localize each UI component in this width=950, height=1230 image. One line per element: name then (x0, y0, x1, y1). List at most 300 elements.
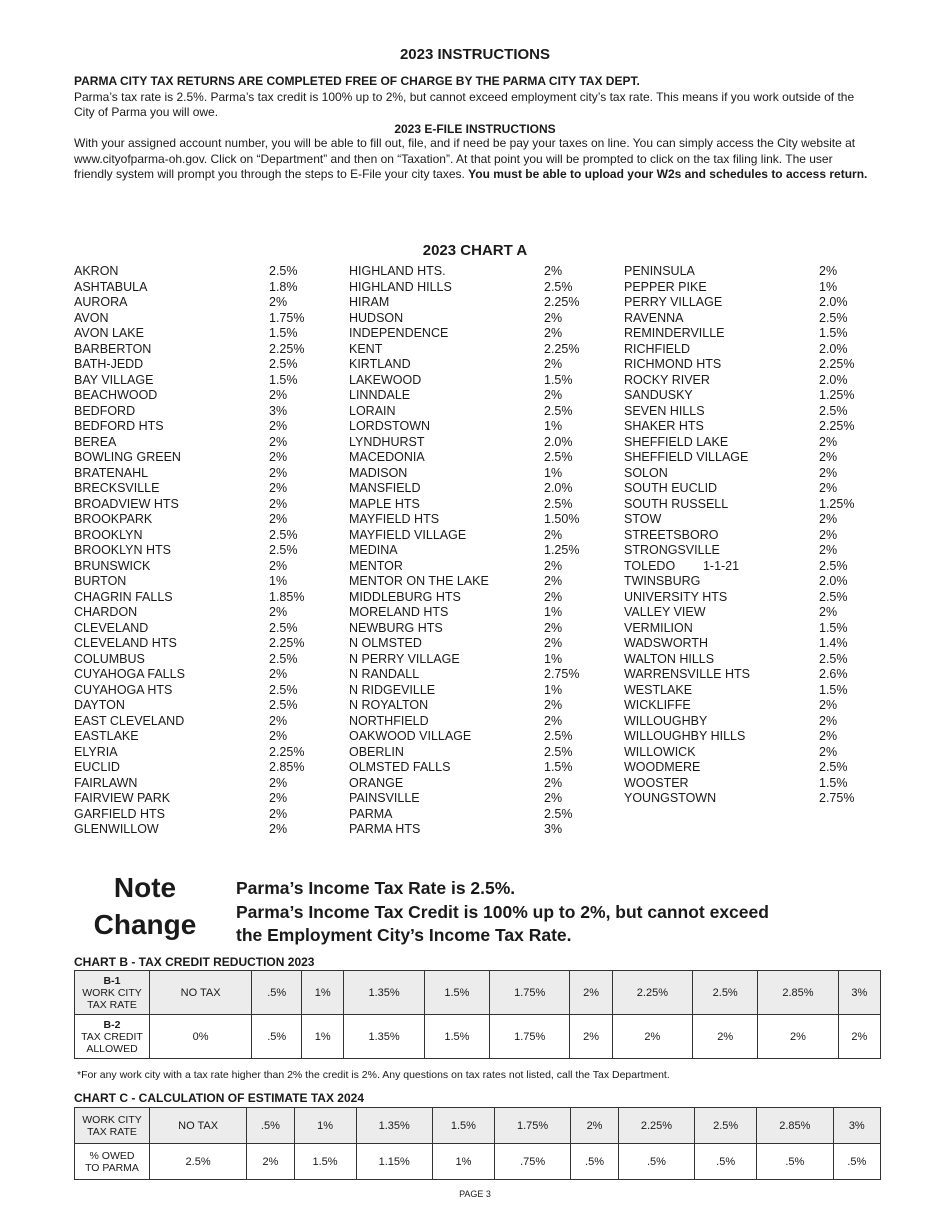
city-name: ROCKY RIVER (624, 372, 710, 387)
b1-label-a: WORK CITY (82, 986, 142, 999)
city-tax-rate: 2% (819, 543, 838, 557)
city-tax-rate: 2.0% (819, 341, 848, 356)
chart-c-row-1-header (75, 1108, 150, 1144)
intro-bold-line: PARMA CITY TAX RETURNS ARE COMPLETED FREE OF CHARGE BY THE PARMA CITY TAX DEPT. (74, 74, 640, 88)
rate-cell: NO TAX (150, 1108, 247, 1144)
city-tax-rate: 1.75% (269, 310, 305, 325)
city-name: LORAIN (349, 403, 396, 418)
city-name: PARMA HTS (349, 822, 421, 836)
city-name: FAIRLAWN (74, 775, 138, 790)
city-name: CHAGRIN FALLS (74, 589, 173, 604)
b1-label-b: TAX RATE (87, 998, 137, 1011)
city-tax-rate: 1.85% (269, 589, 305, 604)
city-name: CLEVELAND (74, 620, 149, 635)
city-name: BRATENAHL (74, 465, 149, 480)
rate-cell: 1.35% (356, 1108, 432, 1144)
city-name: SANDUSKY (624, 388, 693, 402)
city-name: LAKEWOOD (349, 372, 422, 387)
chart-b-row-2 (75, 1015, 881, 1059)
city-tax-rate: 2.85% (269, 760, 305, 774)
rate-cell: .5% (695, 1144, 757, 1180)
city-tax-rate: 2.25% (819, 419, 855, 433)
city-name: MENTOR ON THE LAKE (349, 574, 489, 588)
city-tax-rate: 1% (544, 605, 563, 619)
city-name: EAST CLEVELAND (74, 713, 185, 728)
city-name: BURTON (74, 574, 127, 588)
city-tax-rate: 2.5% (269, 698, 298, 712)
city-name: WALTON HILLS (624, 651, 715, 666)
note-text (236, 877, 836, 948)
city-tax-rate: 2.0% (544, 434, 573, 449)
chart-c-row-2 (75, 1144, 881, 1180)
rate-cell: .5% (252, 1015, 302, 1059)
city-tax-rate: 2% (544, 698, 563, 712)
city-tax-rate: 2.5% (544, 806, 573, 821)
rate-cell: .75% (494, 1144, 570, 1180)
city-name: GARFIELD HTS (74, 806, 165, 821)
city-name: AVON LAKE (74, 326, 144, 340)
city-tax-rate: 2% (269, 388, 288, 402)
rate-cell: 2% (758, 1015, 838, 1059)
city-tax-rate: 1.5% (819, 682, 848, 697)
rate-cell: 2.5% (693, 971, 758, 1015)
city-name: N PERRY VILLAGE (349, 651, 460, 666)
city-name: RICHMOND HTS (624, 357, 722, 371)
city-tax-rate: 2.5% (544, 450, 573, 464)
city-tax-rate: 2% (269, 775, 288, 790)
city-name: MAYFIELD VILLAGE (349, 527, 467, 542)
city-tax-rate: 2% (544, 636, 563, 650)
city-name: HIGHLAND HILLS (349, 279, 452, 294)
city-name: AVON (74, 310, 109, 325)
rate-cell: .5% (757, 1144, 833, 1180)
city-tax-rate: 1.25% (819, 496, 855, 511)
city-tax-rate: 2.5% (544, 744, 573, 759)
city-tax-rate: 2.5% (819, 589, 848, 604)
chart-c-row-2-header (75, 1144, 150, 1180)
chart-b-row-1 (75, 971, 881, 1015)
rate-cell: NO TAX (150, 971, 252, 1015)
city-tax-rate: 2.5% (269, 620, 298, 635)
city-tax-rate: 2.25% (269, 341, 305, 356)
city-tax-rate: 2.0% (819, 295, 848, 309)
city-tax-rate: 2% (819, 605, 838, 619)
chart-c-row-1 (75, 1108, 881, 1144)
city-name: OLMSTED FALLS (349, 760, 451, 774)
city-tax-rate: 2.5% (269, 682, 298, 697)
b2-label-a: TAX CREDIT (81, 1030, 143, 1043)
rate-cell: .5% (833, 1144, 880, 1180)
city-tax-rate: 1% (544, 419, 563, 433)
city-tax-rate: 2.5% (544, 279, 573, 294)
city-name: DAYTON (74, 698, 125, 712)
city-tax-rate: 2% (544, 713, 563, 728)
city-name: MAPLE HTS (349, 496, 420, 511)
city-tax-rate: 2% (269, 791, 288, 805)
c1-label-a: WORK CITY (82, 1113, 142, 1126)
city-tax-rate: 3% (269, 403, 288, 418)
city-tax-rate: 2% (269, 729, 288, 743)
rate-cell: 2.25% (618, 1108, 694, 1144)
city-tax-rate: 2.0% (819, 372, 848, 387)
city-name: WESTLAKE (624, 682, 693, 697)
city-name: WILLOUGHBY (624, 713, 708, 728)
rate-cell: 2% (571, 1108, 618, 1144)
city-name: BROADVIEW HTS (74, 496, 179, 511)
rate-cell: 1.5% (432, 1108, 494, 1144)
city-name: BOWLING GREEN (74, 450, 181, 464)
city-name: SOUTH RUSSELL (624, 496, 729, 511)
city-tax-rate: 2% (819, 465, 838, 480)
city-tax-rate: 1.4% (819, 636, 848, 650)
city-tax-rate: 1% (544, 651, 563, 666)
city-tax-rate: 2.5% (819, 403, 848, 418)
rate-cell: 2% (570, 971, 612, 1015)
city-name: WICKLIFFE (624, 698, 691, 712)
city-name: SHEFFIELD LAKE (624, 434, 729, 449)
city-name: N ROYALTON (349, 698, 429, 712)
note-word: Note (113, 872, 177, 903)
city-name: N OLMSTED (349, 636, 422, 650)
city-name: OAKWOOD VILLAGE (349, 729, 472, 743)
city-tax-rate: 1.5% (819, 775, 848, 790)
intro-rate-text: Parma’s tax rate is 2.5%. Parma’s tax credit is 100% up to 2%, but cannot exceed employment city’s tax rate. This means if you work outside of the City of Parma you will owe. (74, 89, 855, 119)
chart-b-title: CHART B - TAX CREDIT REDUCTION 2023 (74, 955, 315, 969)
city-tax-rate: 2% (269, 605, 288, 619)
page-number: PAGE 3 (459, 1189, 491, 1199)
chart-a-title: 2023 CHART A (422, 242, 528, 259)
city-tax-rate: 2.25% (819, 357, 855, 371)
city-name: BATH-JEDD (74, 357, 144, 371)
rate-cell: 0% (150, 1015, 252, 1059)
b2-code: B-2 (103, 1018, 121, 1031)
city-tax-rate: 2.5% (544, 403, 573, 418)
city-name: OBERLIN (349, 744, 404, 759)
city-tax-rate: 2.5% (269, 651, 298, 666)
city-tax-rate: 2% (819, 512, 838, 526)
city-tax-rate: 2% (819, 729, 838, 743)
city-tax-rate: 2% (269, 295, 288, 309)
city-tax-rate: 2% (269, 481, 288, 495)
city-tax-rate: 1.50% (544, 512, 580, 526)
rate-cell: 1.5% (424, 1015, 489, 1059)
chart-c-title: CHART C - CALCULATION OF ESTIMATE TAX 2024 (74, 1091, 365, 1105)
city-name: FAIRVIEW PARK (74, 791, 171, 805)
city-name: YOUNGSTOWN (624, 791, 717, 805)
rate-cell: .5% (247, 1108, 294, 1144)
city-tax-rate: 1.8% (269, 279, 298, 294)
city-tax-rate: 1.25% (544, 543, 580, 557)
city-name: NORTHFIELD (349, 713, 429, 728)
city-tax-rate: 2% (269, 419, 288, 433)
city-tax-rate: 2% (544, 388, 563, 402)
city-tax-rate: 2% (819, 713, 838, 728)
city-tax-rate: 2.5% (269, 357, 298, 371)
city-tax-rate: 2% (819, 450, 838, 464)
city-tax-rate: 2.5% (819, 310, 848, 325)
c2-label-b: TO PARMA (85, 1161, 139, 1174)
city-tax-rate: 2% (269, 806, 288, 821)
city-tax-rate: 2% (269, 450, 288, 464)
city-name: BRUNSWICK (74, 558, 151, 573)
city-name: KIRTLAND (349, 357, 411, 371)
page-title: 2023 INSTRUCTIONS (399, 46, 551, 63)
city-name: AURORA (74, 295, 128, 309)
city-name: BROOKPARK (74, 512, 153, 526)
rate-cell: 2.5% (695, 1108, 757, 1144)
city-name: MEDINA (349, 543, 398, 557)
city-tax-rate: 1.5% (269, 372, 298, 387)
city-name: LINNDALE (349, 388, 411, 402)
rate-cell: 2% (570, 1015, 612, 1059)
rate-cell: 2.85% (758, 971, 838, 1015)
rate-cell: 3% (838, 971, 880, 1015)
city-name: SHEFFIELD VILLAGE (624, 450, 749, 464)
city-name: TWINSBURG (624, 574, 701, 588)
city-name: SOUTH EUCLID (624, 481, 718, 495)
city-name: MIDDLEBURG HTS (349, 589, 461, 604)
city-name: MACEDONIA (349, 450, 425, 464)
rate-cell: 2% (612, 1015, 692, 1059)
city-tax-rate: 2% (544, 589, 563, 604)
city-tax-rate: 2% (269, 558, 288, 573)
city-name: BARBERTON (74, 341, 152, 356)
city-name: BRECKSVILLE (74, 481, 160, 495)
note-line-3: the Employment City’s Income Tax Rate. (236, 925, 572, 945)
city-name: MANSFIELD (349, 481, 421, 495)
city-name: BEDFORD HTS (74, 419, 164, 433)
city-name: COLUMBUS (74, 651, 145, 666)
city-tax-rate: 2% (819, 264, 838, 278)
city-tax-rate: 2% (819, 527, 838, 542)
rate-cell: 1.75% (494, 1108, 570, 1144)
city-name: MADISON (349, 465, 408, 480)
city-name: BAY VILLAGE (74, 372, 154, 387)
city-name: CUYAHOGA HTS (74, 682, 173, 697)
rate-cell: 1% (294, 1108, 356, 1144)
city-tax-rate: 2.5% (819, 651, 848, 666)
city-name: ASHTABULA (74, 279, 148, 294)
city-tax-rate: 2.25% (269, 636, 305, 650)
city-name: REMINDERVILLE (624, 326, 725, 340)
rate-cell: 3% (833, 1108, 880, 1144)
city-name: VERMILION (624, 620, 693, 635)
city-name: MORELAND HTS (349, 605, 449, 619)
city-tax-rate: 1% (819, 279, 838, 294)
city-tax-rate: 1% (544, 682, 563, 697)
city-name: WOOSTER (624, 775, 689, 790)
city-name: WADSWORTH (624, 636, 709, 650)
city-name: PARMA (349, 806, 393, 821)
city-tax-rate: 2.5% (269, 543, 298, 557)
city-name: BEACHWOOD (74, 388, 158, 402)
city-tax-rate: 2% (544, 326, 563, 340)
city-tax-rate: 2.75% (819, 791, 855, 805)
city-tax-rate: 1.5% (269, 326, 298, 340)
chart-b-table (74, 970, 881, 1059)
city-tax-rate: 2.6% (819, 667, 848, 681)
efile-body (74, 136, 874, 183)
city-name: EASTLAKE (74, 729, 139, 743)
rate-cell: 1.5% (294, 1144, 356, 1180)
city-name: STOW (624, 512, 662, 526)
city-name: MENTOR (349, 558, 403, 573)
city-name: UNIVERSITY HTS (624, 589, 728, 604)
efile-heading: 2023 E-FILE INSTRUCTIONS (394, 122, 556, 136)
city-name: CLEVELAND HTS (74, 636, 177, 650)
city-name: GLENWILLOW (74, 822, 159, 836)
chart-b-row-2-header (75, 1015, 150, 1059)
city-tax-rate: 2% (819, 481, 838, 495)
rate-cell: 2.85% (757, 1108, 833, 1144)
city-name: BEDFORD (74, 403, 136, 418)
city-tax-rate: 2.0% (819, 574, 848, 588)
city-tax-rate: 2% (544, 310, 563, 325)
rate-cell: 1.5% (424, 971, 489, 1015)
rate-cell: 2% (247, 1144, 294, 1180)
efile-bold-tail: You must be able to upload your W2s and schedules to access return. (468, 167, 868, 181)
city-tax-rate: 1.5% (544, 760, 573, 774)
city-tax-rate: 2% (544, 775, 563, 790)
city-tax-rate: 2% (544, 574, 563, 588)
rate-cell: .5% (571, 1144, 618, 1180)
city-name: PENINSULA (624, 264, 695, 278)
city-tax-rate: 1.25% (819, 388, 855, 402)
city-name: WILLOWICK (624, 744, 696, 759)
city-tax-rate: 2% (544, 620, 563, 635)
city-tax-rate: 2% (544, 264, 563, 278)
rate-cell: .5% (618, 1144, 694, 1180)
city-tax-rate: 1.5% (819, 326, 848, 340)
city-tax-rate: 2% (269, 465, 288, 480)
city-tax-rate: 2% (819, 698, 838, 712)
city-tax-rate: 2% (544, 558, 563, 573)
city-name: PEPPER PIKE (624, 279, 707, 294)
city-tax-rate: 2% (269, 512, 288, 526)
chart-b-footnote: *For any work city with a tax rate higher than 2% the credit is 2%. Any questions on tax rates not listed, call the Tax Department. (77, 1069, 670, 1081)
rate-cell: 1% (302, 1015, 344, 1059)
city-name: WOODMERE (624, 760, 701, 774)
rate-cell: 2% (838, 1015, 880, 1059)
city-tax-rate: 2.25% (269, 744, 305, 759)
city-name: VALLEY VIEW (624, 605, 706, 619)
city-tax-rate: 2% (544, 357, 563, 371)
efile-body-text: With your assigned account number, you will be able to fill out, file, and if need be pay your taxes on line. You can simply access the City website at www.cityofparma-oh.gov. Click on “Department” and then on “Taxation”. At that point you will be prompted to click on the tax filing link. The user friendly system will prompt you through the steps to E-File your city taxes. (74, 136, 856, 181)
rate-cell: 1.35% (344, 971, 424, 1015)
city-name: BROOKLYN (74, 527, 143, 542)
city-name: CUYAHOGA FALLS (74, 667, 185, 681)
rate-cell: 1.75% (489, 1015, 569, 1059)
city-name: HUDSON (349, 310, 404, 325)
chart-b-row-1-header (75, 971, 150, 1015)
city-tax-rate: 2% (819, 434, 838, 449)
city-tax-rate: 2.0% (544, 481, 573, 495)
city-name: NEWBURG HTS (349, 620, 443, 635)
city-tax-rate: 2% (544, 527, 563, 542)
rate-cell: 1% (302, 971, 344, 1015)
city-name: STREETSBORO (624, 527, 719, 542)
city-tax-rate: 1.5% (819, 620, 848, 635)
rate-cell: 2% (693, 1015, 758, 1059)
city-name: INDEPENDENCE (349, 326, 449, 340)
note-line-1: Parma’s Income Tax Rate is 2.5%. (236, 878, 516, 898)
rate-cell: 1.15% (356, 1144, 432, 1180)
b1-code: B-1 (103, 974, 121, 987)
city-name: STRONGSVILLE (624, 543, 720, 557)
rate-cell: 1% (432, 1144, 494, 1180)
city-tax-rate: 2.25% (544, 341, 580, 356)
city-name: BEREA (74, 434, 117, 449)
city-name: KENT (349, 341, 383, 356)
rate-cell: 1.35% (344, 1015, 424, 1059)
city-tax-rate: 1.5% (544, 372, 573, 387)
city-name: WILLOUGHBY HILLS (624, 729, 746, 743)
city-tax-rate: 2.5% (269, 527, 298, 542)
city-tax-rate: 1% (269, 574, 288, 588)
city-name: RICHFIELD (624, 341, 690, 356)
city-tax-rate: 2.5% (269, 264, 298, 278)
city-name: TOLEDO 1-1-21 (624, 558, 740, 573)
c1-label-b: TAX RATE (87, 1125, 137, 1138)
change-word: Change (93, 909, 197, 940)
city-tax-rate: 2% (269, 667, 288, 681)
city-tax-rate: 2% (269, 496, 288, 511)
city-tax-rate: 2% (269, 434, 288, 449)
city-tax-rate: 2.25% (544, 295, 580, 309)
city-tax-rate: 1% (544, 465, 563, 480)
city-tax-rate: 2% (544, 791, 563, 805)
city-name: CHARDON (74, 605, 138, 619)
city-tax-rate: 2.75% (544, 667, 580, 681)
rate-cell: 2.5% (150, 1144, 247, 1180)
city-tax-rate: 3% (544, 822, 563, 836)
city-tax-rate: 2.5% (544, 496, 573, 511)
city-name: SHAKER HTS (624, 419, 704, 433)
city-tax-rate: 2% (819, 744, 838, 759)
city-name: HIGHLAND HTS. (349, 264, 446, 278)
c2-label-a: % OWED (89, 1149, 135, 1162)
city-name: LORDSTOWN (349, 419, 431, 433)
city-name: PAINSVILLE (349, 791, 420, 805)
city-name: PERRY VILLAGE (624, 295, 723, 309)
rate-cell: 2.25% (612, 971, 692, 1015)
city-name: BROOKLYN HTS (74, 543, 172, 557)
city-name: ELYRIA (74, 744, 118, 759)
city-name: SEVEN HILLS (624, 403, 705, 418)
rate-cell: 1.75% (489, 971, 569, 1015)
city-tax-rate: 2% (269, 822, 288, 836)
city-name: N RIDGEVILLE (349, 682, 436, 697)
note-line-2: Parma’s Income Tax Credit is 100% up to 2%, but cannot exceed (236, 901, 769, 922)
city-name: AKRON (74, 264, 119, 278)
chart-c-table (74, 1107, 881, 1180)
city-name: LYNDHURST (349, 434, 425, 449)
b2-label-b: ALLOWED (86, 1042, 138, 1055)
city-name: ORANGE (349, 775, 404, 790)
city-tax-rate: 2% (269, 713, 288, 728)
rate-cell: .5% (252, 971, 302, 1015)
intro-block (74, 74, 874, 121)
city-name: EUCLID (74, 760, 120, 774)
city-name: HIRAM (349, 295, 390, 309)
city-tax-rate: 2.5% (544, 729, 573, 743)
city-name: SOLON (624, 465, 668, 480)
city-name: WARRENSVILLE HTS (624, 667, 750, 681)
city-name: MAYFIELD HTS (349, 512, 440, 526)
city-tax-rate: 2.5% (819, 558, 848, 573)
city-name: RAVENNA (624, 310, 684, 325)
city-name: N RANDALL (349, 667, 420, 681)
